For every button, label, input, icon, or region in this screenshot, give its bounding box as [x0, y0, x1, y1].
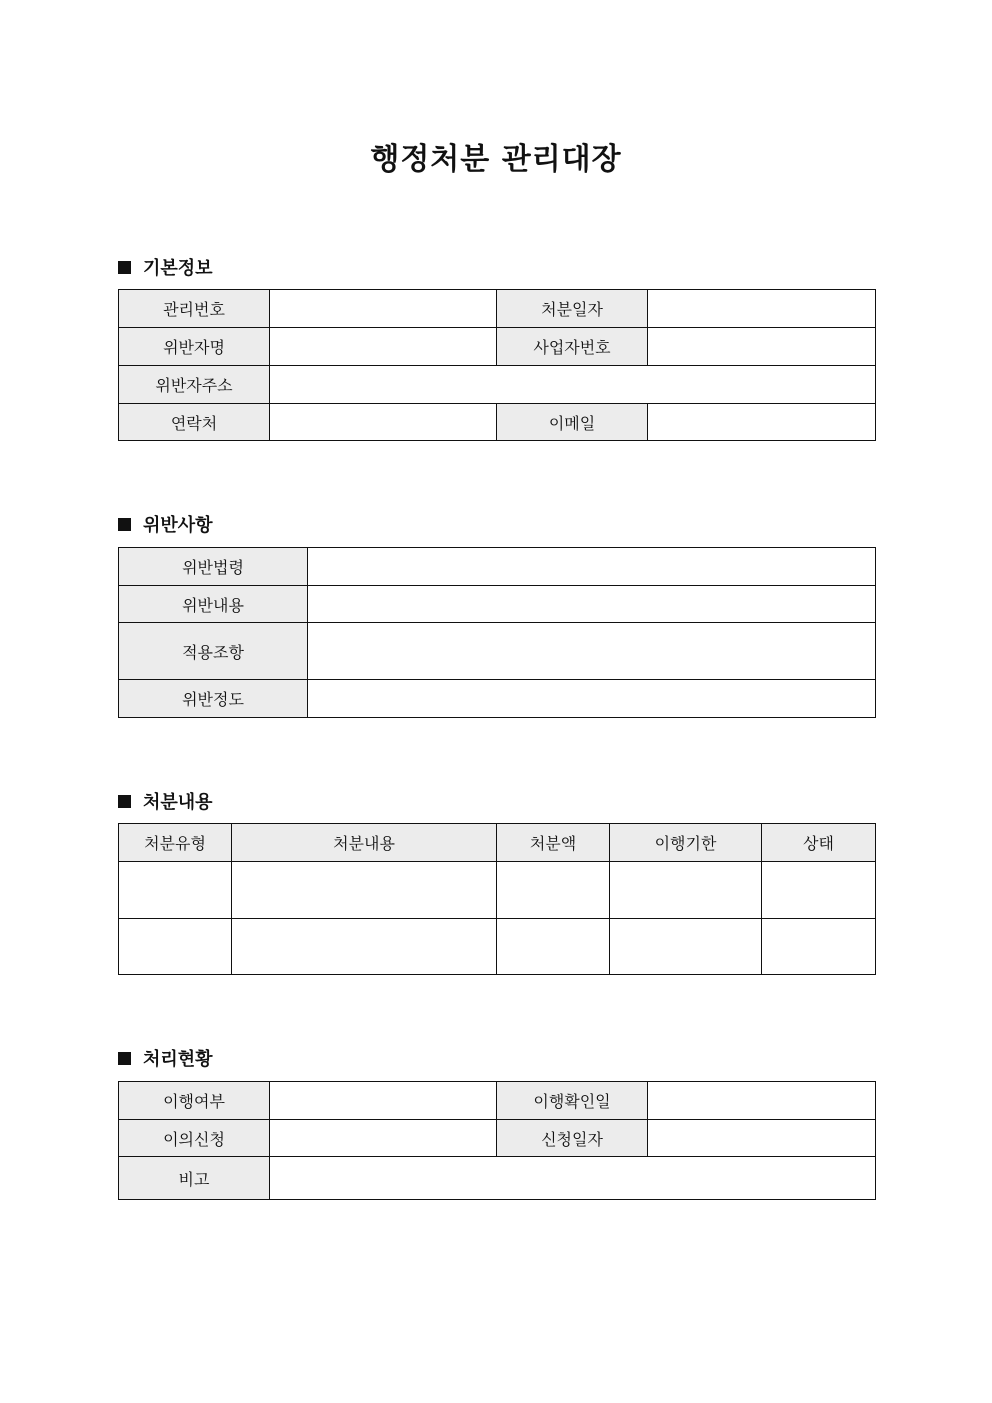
field-violator-address[interactable] — [270, 366, 876, 404]
field-applied-clause[interactable] — [308, 623, 876, 680]
table-header-row — [119, 824, 876, 862]
field-compliance[interactable] — [270, 1082, 497, 1120]
label-compliance: 이행여부 — [119, 1082, 270, 1120]
table-cell[interactable] — [497, 919, 610, 975]
table-cell[interactable] — [762, 919, 876, 975]
label-application-date: 신청일자 — [497, 1120, 648, 1157]
disposition-table — [118, 823, 876, 975]
violation-table — [118, 547, 876, 718]
field-application-date[interactable] — [648, 1120, 876, 1157]
square-bullet-icon — [118, 261, 131, 274]
table-cell[interactable] — [232, 919, 497, 975]
table-cell[interactable] — [119, 919, 232, 975]
label-mgmt-no: 관리번호 — [119, 290, 270, 328]
field-email[interactable] — [648, 404, 876, 441]
square-bullet-icon — [118, 518, 131, 531]
section-title: 위반사항 — [143, 515, 213, 536]
column-header: 이행기한 — [610, 824, 762, 862]
field-objection[interactable] — [270, 1120, 497, 1157]
processing-table — [118, 1081, 876, 1200]
section-title: 처분내용 — [143, 792, 213, 813]
table-cell[interactable] — [610, 862, 762, 919]
label-objection: 이의신청 — [119, 1120, 270, 1157]
table-cell[interactable] — [610, 919, 762, 975]
column-header: 처분액 — [497, 824, 610, 862]
label-violator-name: 위반자명 — [119, 328, 270, 366]
label-violated-law: 위반법령 — [119, 548, 308, 586]
page-title: 행정처분 관리대장 — [370, 142, 622, 177]
field-violation-severity[interactable] — [308, 680, 876, 718]
section-title: 처리현황 — [143, 1049, 213, 1070]
field-disposition-date[interactable] — [648, 290, 876, 328]
label-violation-content: 위반내용 — [119, 586, 308, 623]
label-violator-address: 위반자주소 — [119, 366, 270, 404]
table-cell[interactable] — [497, 862, 610, 919]
section-heading-violation — [118, 511, 213, 537]
table-row — [119, 862, 876, 919]
field-violation-content[interactable] — [308, 586, 876, 623]
square-bullet-icon — [118, 1052, 131, 1065]
label-business-no: 사업자번호 — [497, 328, 648, 366]
square-bullet-icon — [118, 795, 131, 808]
column-header: 상태 — [762, 824, 876, 862]
field-compliance-date[interactable] — [648, 1082, 876, 1120]
table-row — [119, 919, 876, 975]
field-remarks[interactable] — [270, 1157, 876, 1200]
label-contact: 연락처 — [119, 404, 270, 441]
section-heading-basic-info — [118, 254, 213, 280]
basic-info-table — [118, 289, 876, 441]
section-heading-processing — [118, 1045, 213, 1071]
table-cell[interactable] — [232, 862, 497, 919]
column-header: 처분내용 — [232, 824, 497, 862]
label-email: 이메일 — [497, 404, 648, 441]
column-header: 처분유형 — [119, 824, 232, 862]
field-business-no[interactable] — [648, 328, 876, 366]
label-remarks: 비고 — [119, 1157, 270, 1200]
table-cell[interactable] — [762, 862, 876, 919]
label-compliance-date: 이행확인일 — [497, 1082, 648, 1120]
field-contact[interactable] — [270, 404, 497, 441]
field-mgmt-no[interactable] — [270, 290, 497, 328]
section-title: 기본정보 — [143, 258, 213, 279]
table-cell[interactable] — [119, 862, 232, 919]
label-violation-severity: 위반정도 — [119, 680, 308, 718]
field-violated-law[interactable] — [308, 548, 876, 586]
field-violator-name[interactable] — [270, 328, 497, 366]
label-applied-clause: 적용조항 — [119, 623, 308, 680]
section-heading-disposition — [118, 788, 213, 814]
label-disposition-date: 처분일자 — [497, 290, 648, 328]
